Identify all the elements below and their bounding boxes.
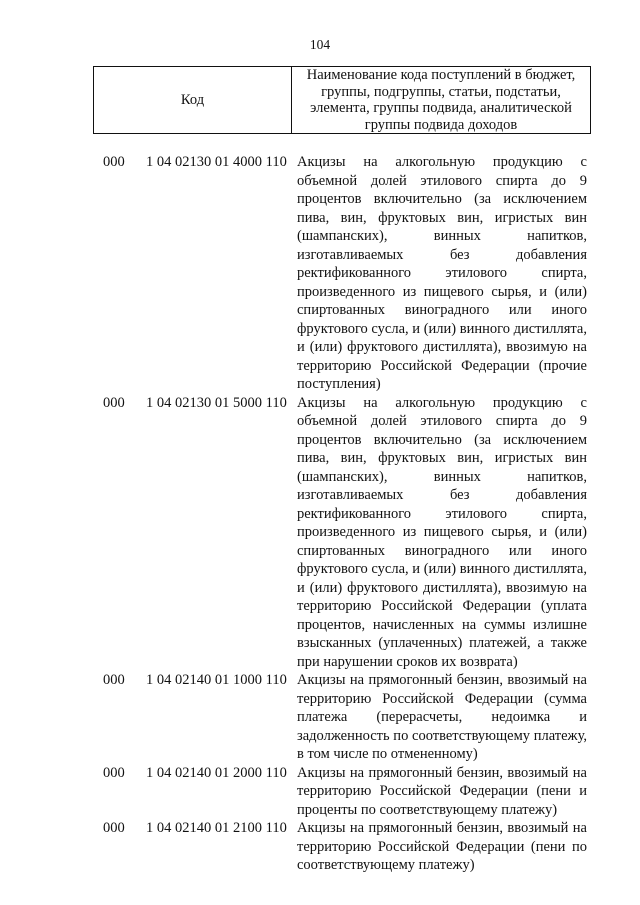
row-description: Акцизы на прямогонный бензин, ввозимый на территорию Российской Федерации (сумма платежа (перерасчеты, недоимка и задолженность по соответствующему платежу, в том числе по отмененному) (297, 672, 587, 762)
table-row (0, 671, 640, 764)
row-admin-code: 000 (103, 672, 125, 688)
row-revenue-code: 1 04 02130 01 5000 110 (146, 394, 287, 411)
table-row (0, 819, 640, 875)
header-name-cell: Наименование кода поступлений в бюджет, группы, подгруппы, статьи, подстатьи, элемента, группы подвида, аналитической группы подвида доходов (306, 67, 576, 133)
row-description: Акцизы на алкогольную продукцию с объемной долей этилового спирта до 9 процентов включительно (за исключением пива, вин, фруктовых вин, игристых вин (шампанских), винных напитков, изготавливаемых без добавления ректификованного этилового спирта, произведенного из пищевого сырья, и (или) спиртованных виноградного или иного фруктового сусла, и (или) винного дистиллята, и (или) фруктового дистиллята), ввозимую на территорию Российской Федерации (уплата процентов, начисленных на суммы излишне взысканных (уплаченных) платежей, а также при нарушении сроков их возврата) (297, 394, 587, 670)
row-admin-code: 000 (103, 394, 125, 411)
table-body (0, 153, 640, 875)
page-number: 104 (309, 37, 331, 52)
row-admin-code: 000 (103, 820, 125, 836)
table-row (0, 764, 640, 820)
row-admin-code: 000 (103, 154, 125, 170)
table-row (0, 153, 640, 394)
header-code-cell: Код (94, 67, 292, 133)
row-description: Акцизы на прямогонный бензин, ввозимый на территорию Российской Федерации (пени по соответствующему платежу) (297, 820, 587, 873)
table-header (93, 66, 591, 134)
row-description: Акцизы на прямогонный бензин, ввозимый на территорию Российской Федерации (пени и проценты по соответствующему платежу) (297, 764, 587, 818)
row-revenue-code: 1 04 02140 01 2000 110 (146, 764, 287, 781)
row-revenue-code: 1 04 02130 01 4000 110 (146, 154, 287, 170)
row-description: Акцизы на алкогольную продукцию с объемной долей этилового спирта до 9 процентов включительно (за исключением пива, вин, фруктовых вин, игристых вин (шампанских), винных напитков, изготавливаемых без добавления ректификованного этилового спирта, произведенного из пищевого сырья, и (или) спиртованных виноградного или иного фруктового сусла, и (или) винного дистиллята, и (или) фруктового дистиллята), ввозимую на территорию Российской Федерации (прочие поступления) (297, 154, 587, 392)
table-row (0, 394, 640, 672)
row-revenue-code: 1 04 02140 01 2100 110 (146, 820, 287, 836)
row-revenue-code: 1 04 02140 01 1000 110 (146, 672, 287, 688)
row-admin-code: 000 (103, 764, 125, 781)
